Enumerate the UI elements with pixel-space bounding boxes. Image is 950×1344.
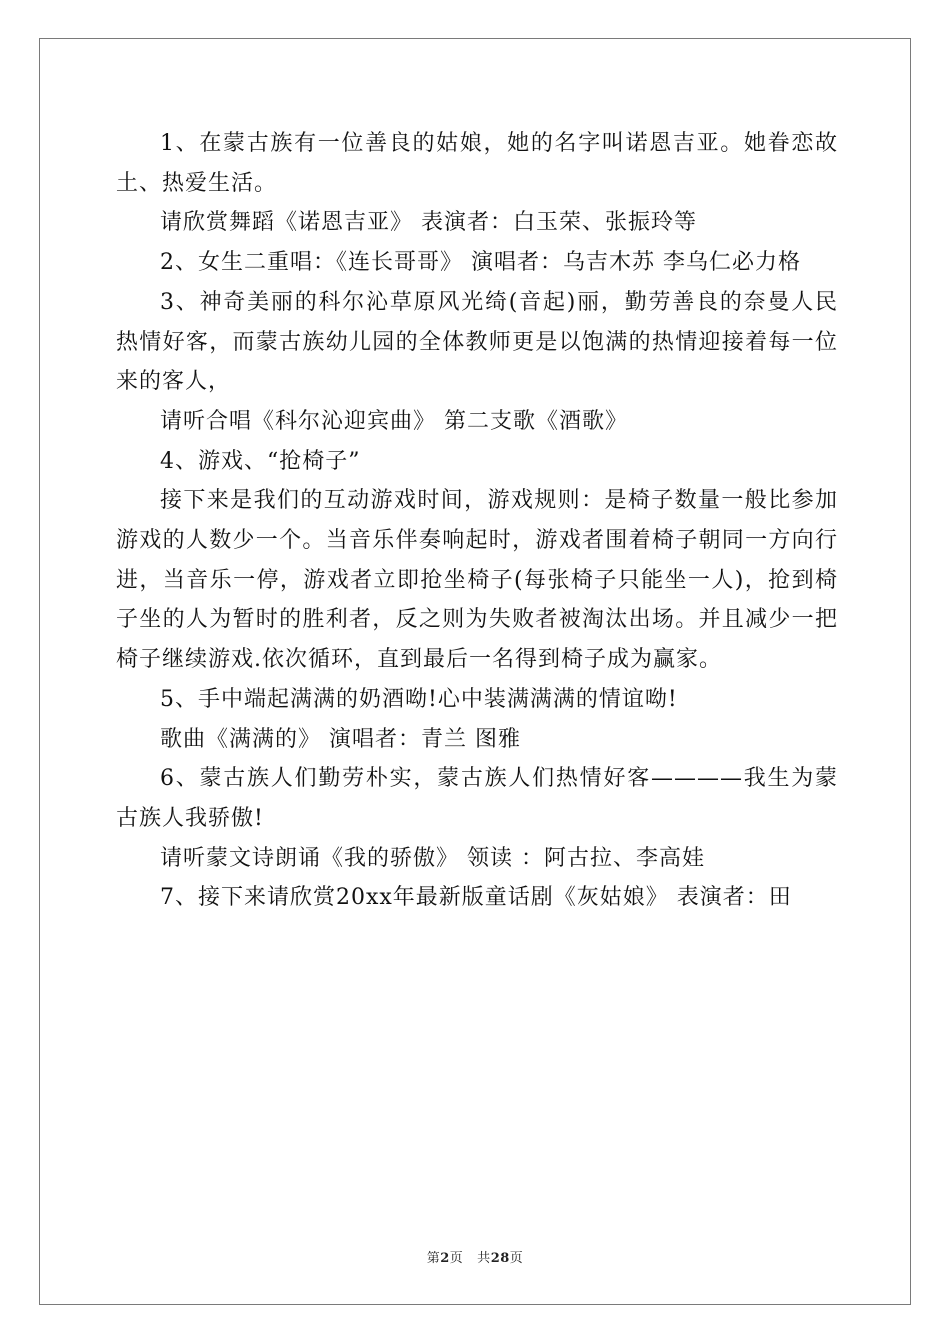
total-pages: 28 [490,1251,510,1266]
paragraph-1: 1、在蒙古族有一位善良的姑娘，她的名字叫诺恩吉亚。她眷恋故土、热爱生活。 [116,131,838,196]
paragraph-6: 4、游戏、“抢椅子” [160,448,361,474]
page-prefix: 第 [426,1251,441,1266]
paragraph-12: 7、接下来请欣赏20xx年最新版童话剧《灰姑娘》 表演者：田 [160,885,792,911]
document-body [116,124,838,918]
total-suffix: 页 [509,1251,524,1266]
paragraph-8: 5、手中端起满满的奶酒呦!心中装满满满的情谊呦! [160,686,678,712]
page-suffix: 页 [449,1251,464,1266]
paragraph-9: 歌曲《满满的》 演唱者：青兰 图雅 [160,726,521,752]
paragraph-7: 接下来是我们的互动游戏时间，游戏规则：是椅子数量一般比参加游戏的人数少一个。当音乐伴奏响起时，游戏者围着椅子朝同一方向行进，当音乐一停，游戏者立即抢坐椅子(每张椅子只能坐一人)，抢到椅子坐的人为暂时的胜利者，反之则为失败者被淘汰出场。并且减少一把椅子继续游戏.依次循环，直到最后一名得到椅子成为赢家。 [116,488,838,673]
paragraph-2: 请欣赏舞蹈《诺恩吉亚》 表演者：白玉荣、张振玲等 [160,210,697,236]
page-number: 2 [440,1251,450,1266]
paragraph-5: 请听合唱《科尔沁迎宾曲》 第二支歌《酒歌》 [160,408,628,434]
paragraph-4: 3、神奇美丽的科尔沁草原风光绮(音起)丽，勤劳善良的奈曼人民热情好客，而蒙古族幼儿园的全体教师更是以饱满的热情迎接着每一位来的客人， [116,289,838,395]
page-footer [0,1247,950,1266]
paragraph-11: 请听蒙文诗朗诵《我的骄傲》 领读 ：阿古拉、李高娃 [160,845,705,871]
total-prefix: 共 [477,1251,491,1266]
paragraph-10: 6、蒙古族人们勤劳朴实，蒙古族人们热情好客————我生为蒙古族人我骄傲! [116,766,838,831]
paragraph-3: 2、女生二重唱：《连长哥哥》 演唱者：乌吉木苏 李乌仁必力格 [160,250,801,276]
